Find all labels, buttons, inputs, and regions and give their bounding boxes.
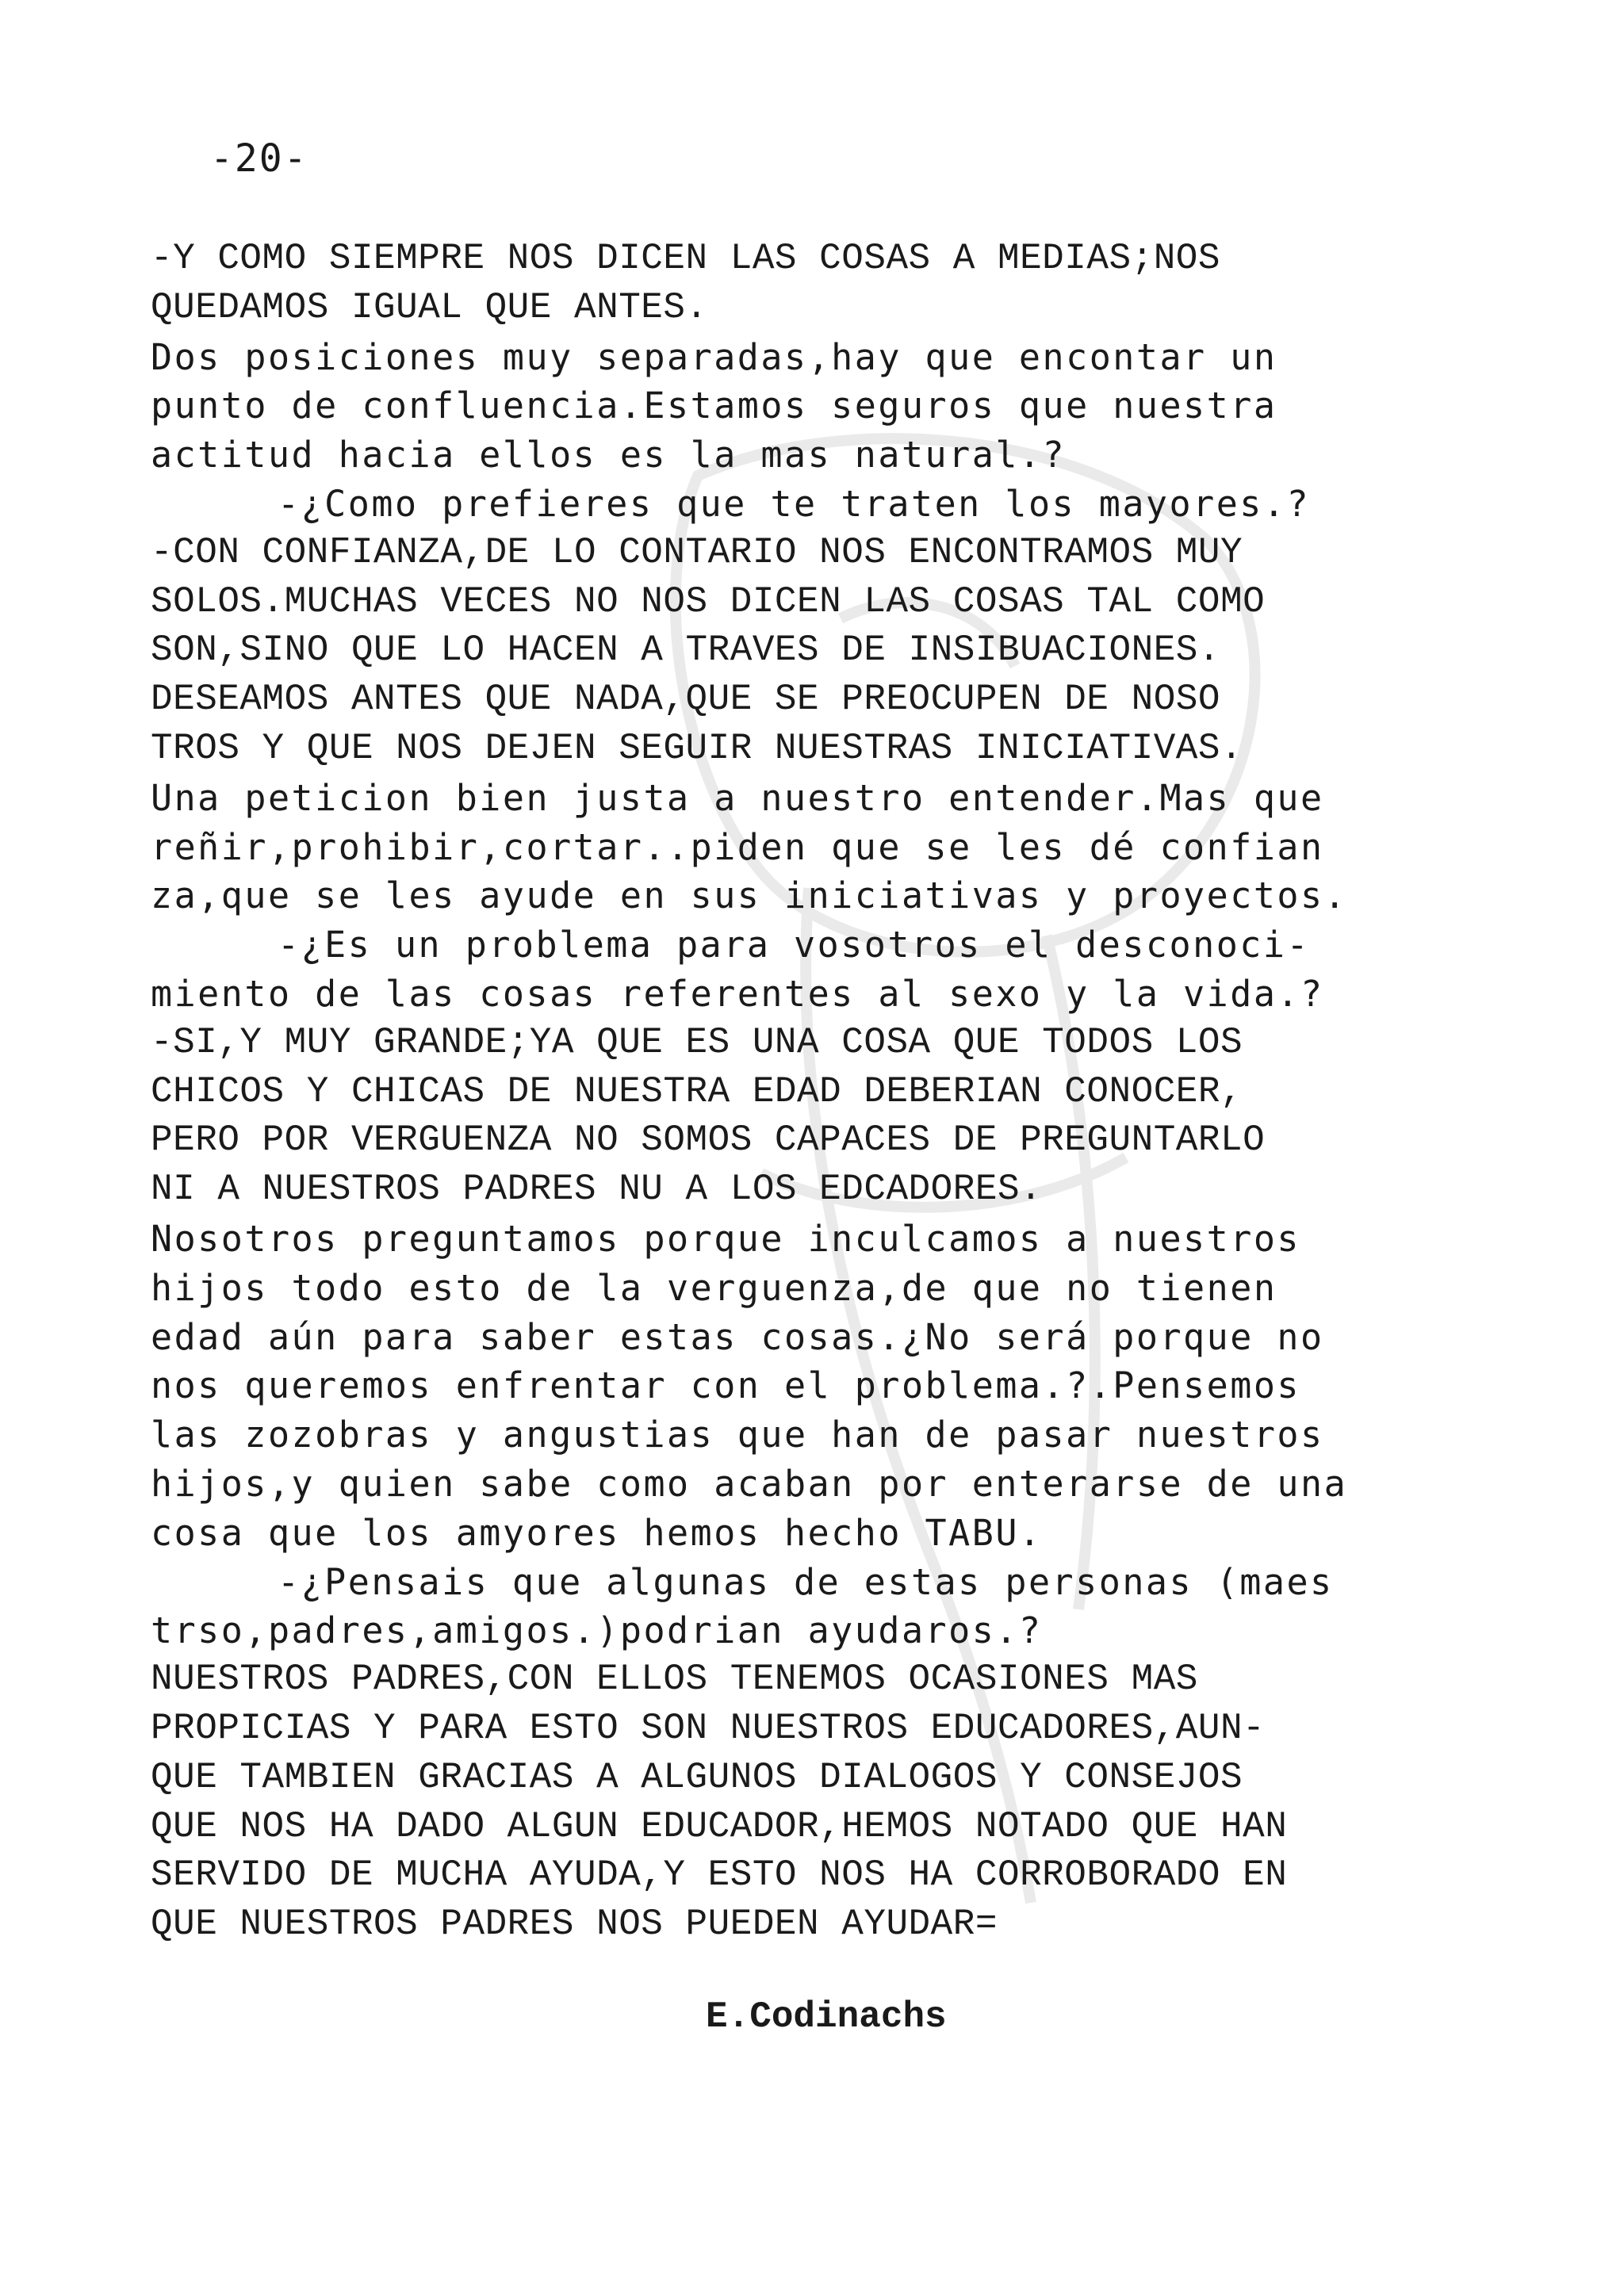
text-line: -CON CONFIANZA,DE LO CONTARIO NOS ENCONTRAMOS MUY: [151, 531, 1243, 573]
text-line: las zozobras y angustias que han de pasar nuestros: [151, 1414, 1324, 1456]
text-line: hijos todo esto de la verguenza,de que no tienen: [151, 1266, 1277, 1309]
text-line: SERVIDO DE MUCHA AYUDA,Y ESTO NOS HA CORROBORADO EN: [151, 1854, 1288, 1896]
text-line: CHICOS Y CHICAS DE NUESTRA EDAD DEBERIAN CONOCER,: [151, 1070, 1243, 1112]
text-line: punto de confluencia.Estamos seguros que nuestra: [151, 385, 1277, 427]
text-line: miento de las cosas referentes al sexo y la vida.?: [151, 972, 1324, 1015]
text-line: SOLOS.MUCHAS VECES NO NOS DICEN LAS COSAS TAL COMO: [151, 580, 1266, 622]
body-text: [151, 235, 1451, 1950]
author-signature: E.Codinachs: [706, 1996, 947, 2038]
text-line: QUEDAMOS IGUAL QUE ANTES.: [151, 286, 708, 328]
text-line: Dos posiciones muy separadas,hay que encontar un: [151, 335, 1277, 378]
text-line: cosa que los amyores hemos hecho TABU.: [151, 1511, 1043, 1554]
text-line: actitud hacia ellos es la mas natural.?: [151, 434, 1067, 476]
text-line: nos queremos enfrentar con el problema.?.Pensemos: [151, 1364, 1301, 1407]
text-line: -SI,Y MUY GRANDE;YA QUE ES UNA COSA QUE TODOS LOS: [151, 1021, 1243, 1063]
text-line: -¿Es un problema para vosotros el desconoci-: [278, 924, 1311, 966]
text-line: Nosotros preguntamos porque inculcamos a nuestros: [151, 1217, 1301, 1260]
text-line: -¿Como prefieres que te traten los mayores.?: [278, 482, 1311, 525]
text-line: za,que se les ayude en sus iniciativas y proyectos.: [151, 874, 1348, 917]
text-line: -¿Pensais que algunas de estas personas (maes: [278, 1560, 1334, 1603]
page-number: -20-: [210, 136, 308, 181]
text-line: hijos,y quien sabe como acaban por enterarse de una: [151, 1462, 1348, 1505]
text-line: edad aún para saber estas cosas.¿No será porque no: [151, 1315, 1324, 1358]
text-line: QUE NOS HA DADO ALGUN EDUCADOR,HEMOS NOTADO QUE HAN: [151, 1805, 1288, 1847]
text-line: reñir,prohibir,cortar..piden que se les dé confian: [151, 825, 1324, 868]
text-line: -Y COMO SIEMPRE NOS DICEN LAS COSAS A MEDIAS;NOS: [151, 238, 1221, 279]
text-line: Una peticion bien justa a nuestro entender.Mas que: [151, 776, 1324, 819]
text-line: SON,SINO QUE LO HACEN A TRAVES DE INSIBUACIONES.: [151, 629, 1221, 672]
text-line: DESEAMOS ANTES QUE NADA,QUE SE PREOCUPEN DE NOSO: [151, 679, 1221, 721]
text-line: PROPICIAS Y PARA ESTO SON NUESTROS EDUCADORES,AUN-: [151, 1707, 1266, 1749]
text-line: NUESTROS PADRES,CON ELLOS TENEMOS OCASIONES MAS: [151, 1659, 1198, 1701]
text-line: PERO POR VERGUENZA NO SOMOS CAPACES DE PREGUNTARLO: [151, 1119, 1266, 1161]
text-line: TROS Y QUE NOS DEJEN SEGUIR NUESTRAS INICIATIVAS.: [151, 727, 1243, 769]
text-line: QUE TAMBIEN GRACIAS A ALGUNOS DIALOGOS Y CONSEJOS: [151, 1756, 1243, 1798]
text-line: QUE NUESTROS PADRES NOS PUEDEN AYUDAR=: [151, 1904, 998, 1946]
text-line: NI A NUESTROS PADRES NU A LOS EDCADORES.: [151, 1169, 1043, 1211]
text-line: trso,padres,amigos.)podrian ayudaros.?: [151, 1609, 1043, 1652]
